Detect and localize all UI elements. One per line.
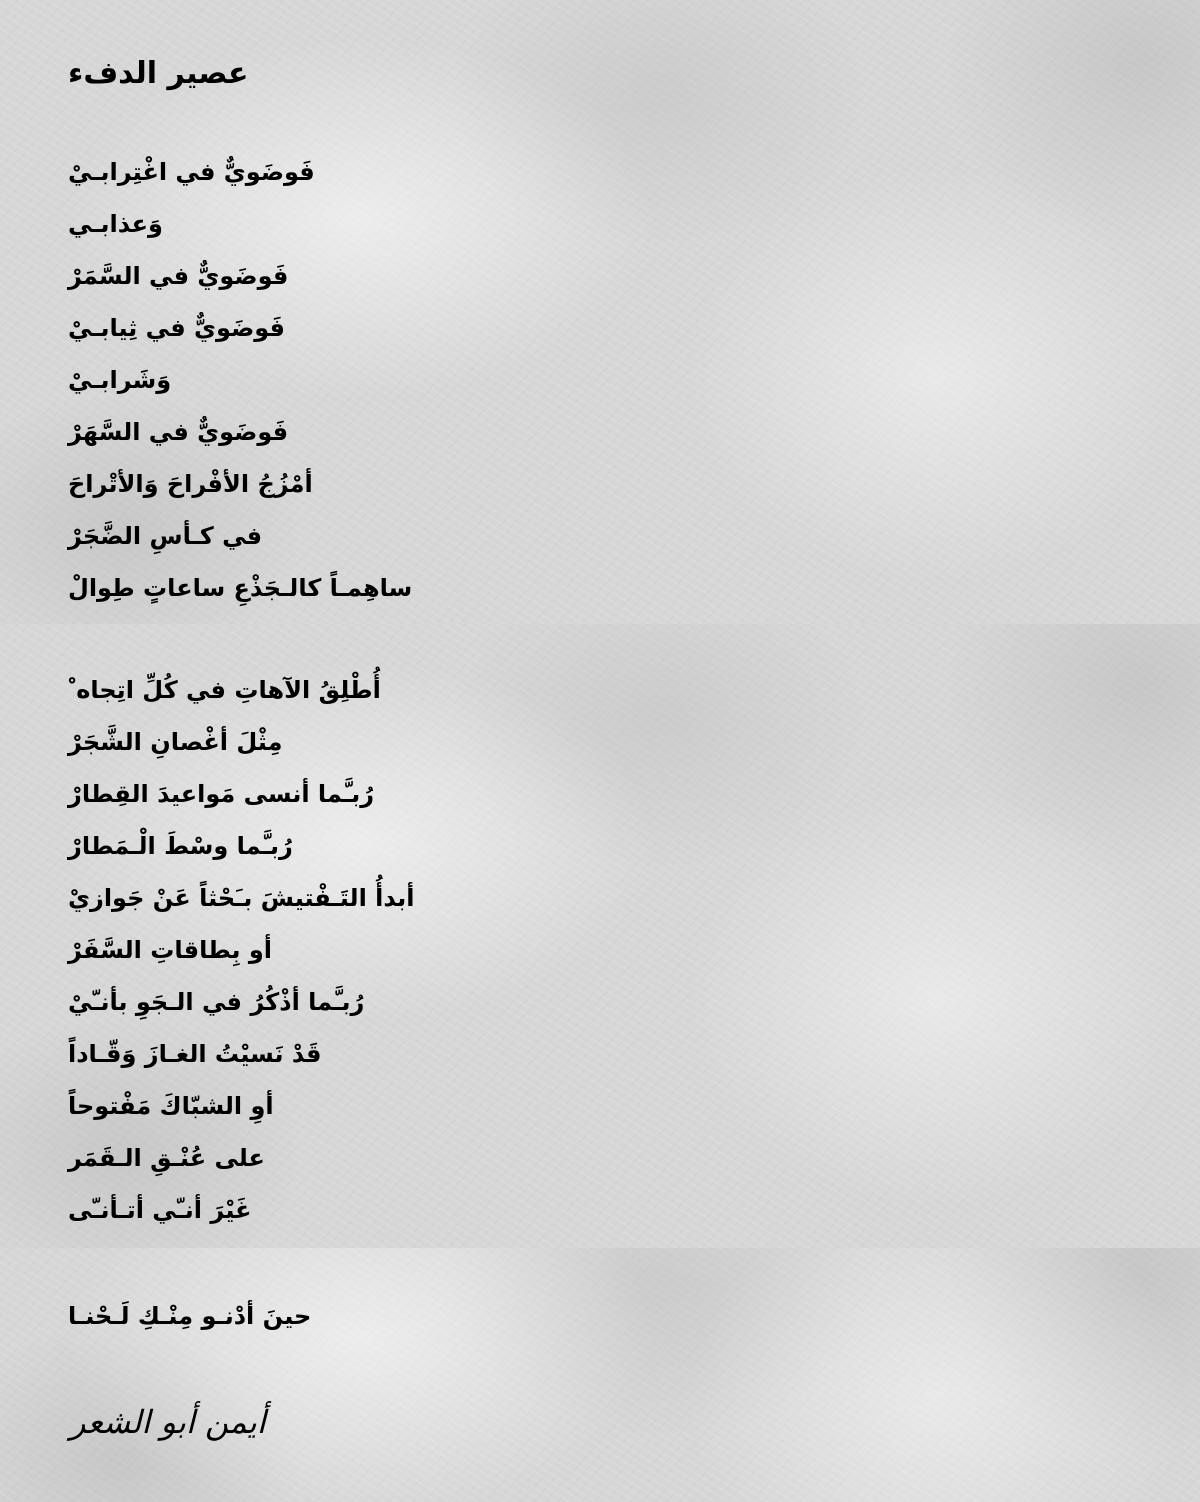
poem-line: في كـأسِ الضَّجَرْ: [68, 522, 263, 550]
poem-line: فَوضَويٌّ في السَّهَرْ: [68, 418, 289, 446]
poem-line: رُبـَّما أنسى مَواعيدَ القِطارْ: [68, 780, 375, 808]
poem-line: أوِ الشبّاكَ مَفْتوحاً: [68, 1092, 274, 1120]
poem-line: وَعذابـي: [68, 210, 163, 238]
poem-line: رُبـَّما وسْطَ الْـمَطارْ: [68, 832, 293, 860]
poem-line: حينَ أدْنـو مِنْـكِ لَـحْنـا: [68, 1302, 312, 1330]
stanza-2: [68, 668, 668, 1240]
stanza-3: [68, 1294, 668, 1346]
poem-line: ساهِمـاً كالـجَذْعِ ساعاتٍ طِوالْ: [68, 574, 413, 602]
stanza-1: [68, 150, 668, 618]
poem-title: عصير الدفء: [68, 56, 249, 91]
poem-line: وَشَرابـيْ: [68, 366, 172, 394]
poem-line: أُطْلِقُ الآهاتِ في كُلِّ اتِجاه ْ: [68, 676, 381, 704]
poem-line: أبدأُ التَـفْتيشَ بـَحْثاً عَنْ جَوازيْ: [68, 884, 415, 912]
poem-line: أمْزُجُ الأفْراحَ وَالأتْراحَ: [68, 470, 313, 498]
author-signature: أيمن أبو الشعر: [70, 1403, 266, 1441]
poem-line: قَدْ نَسيْتُ الغـازَ وَقّـاداً: [68, 1040, 322, 1068]
poem-line: فَوضَويٌّ في السَّمَرْ: [68, 262, 289, 290]
poem-line: على عُنْـقِ الـقَمَر: [68, 1144, 265, 1172]
title-container: [68, 52, 248, 96]
poem-line: فَوضَويٌّ في ثِيابـيْ: [68, 314, 286, 342]
poem-line: فَوضَويٌّ في اغْتِرابـيْ: [68, 158, 315, 186]
poem-line: أو بِطاقاتِ السَّفَرْ: [68, 936, 272, 964]
poem-line: مِثْلَ أغْصانِ الشَّجَرْ: [68, 728, 283, 756]
poem-line: غَيْرَ أنـّي أتـأنـّى: [68, 1196, 252, 1224]
poem-line: رُبـَّما أذْكُرُ في الـجَوِ بأنـّيْ: [68, 988, 365, 1016]
